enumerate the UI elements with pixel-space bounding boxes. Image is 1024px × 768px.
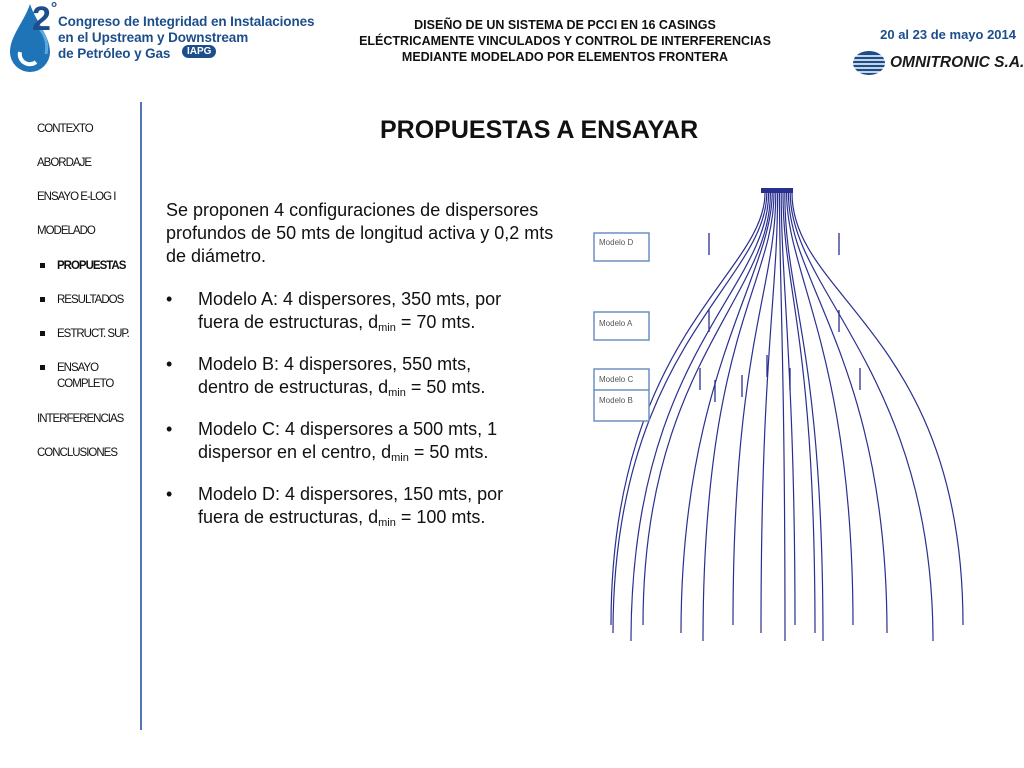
casing-line bbox=[790, 193, 933, 641]
model-d-line1: Modelo D: 4 dispersores, 150 mts, por bbox=[198, 484, 504, 504]
casing-line bbox=[792, 193, 963, 625]
casing-line bbox=[787, 193, 853, 625]
conference-line-2: en el Upstream y Downstream bbox=[58, 30, 249, 45]
model-a-text bbox=[198, 288, 561, 340]
model-b-label: Modelo B bbox=[599, 396, 633, 405]
casing-line bbox=[703, 193, 774, 641]
sponsor-name: OMNITRONIC S.A. bbox=[890, 54, 1024, 71]
nav-conclusiones[interactable]: CONCLUSIONES bbox=[37, 447, 118, 459]
wellhead-cluster bbox=[761, 188, 793, 193]
talk-title bbox=[322, 17, 808, 65]
nav-propuestas-label: PROPUESTAS bbox=[57, 260, 126, 272]
model-a-line1: Modelo A: 4 dispersores, 350 mts, por bbox=[198, 289, 502, 309]
model-d-label-box bbox=[594, 233, 649, 261]
casing-line bbox=[733, 193, 776, 625]
globe-icon bbox=[852, 50, 886, 76]
model-a-sub: min bbox=[378, 322, 396, 334]
talk-title-line-1: DISEÑO DE UN SISTEMA DE PCCI EN 16 CASINGS bbox=[414, 18, 716, 32]
model-a-label-box bbox=[594, 312, 649, 340]
nav-ensayo-elog[interactable]: ENSAYO E-LOG I bbox=[37, 191, 116, 203]
model-c-suffix: = 50 mts. bbox=[408, 442, 489, 462]
bullet-dot: • bbox=[166, 354, 173, 374]
conference-number: 2° bbox=[32, 0, 58, 38]
model-c-sub: min bbox=[391, 452, 409, 464]
conference-logo bbox=[6, 0, 315, 78]
model-b-line2: dentro de estructuras, d bbox=[198, 377, 389, 397]
conference-line-1: Congreso de Integridad en Instalaciones bbox=[58, 14, 315, 29]
nav-estruct-sup-label: ESTRUCT. SUP. bbox=[57, 328, 129, 340]
model-c-item bbox=[166, 418, 561, 470]
nav-modelado[interactable]: MODELADO bbox=[37, 225, 95, 237]
casing-line bbox=[681, 193, 772, 633]
model-a-suffix: = 70 mts. bbox=[395, 312, 476, 332]
nav-bullet bbox=[40, 365, 45, 370]
model-d-text bbox=[198, 483, 561, 535]
bullet-dot: • bbox=[166, 484, 173, 504]
nav-propuestas[interactable] bbox=[57, 258, 125, 274]
model-d-sub: min bbox=[378, 517, 396, 529]
page-title: PROPUESTAS A ENSAYAR bbox=[380, 116, 699, 144]
model-d-suffix: = 100 mts. bbox=[395, 507, 486, 527]
casing-line bbox=[643, 193, 770, 625]
model-a-line2: fuera de estructuras, d bbox=[198, 312, 379, 332]
model-b-sub: min bbox=[388, 387, 406, 399]
model-d-label: Modelo D bbox=[599, 238, 634, 247]
model-c-label: Modelo C bbox=[599, 375, 634, 384]
casings-diagram bbox=[585, 185, 985, 650]
bullet-dot: • bbox=[166, 289, 173, 309]
nav-resultados-label: RESULTADOS bbox=[57, 294, 124, 306]
nav-bullet bbox=[40, 297, 45, 302]
model-c-text bbox=[198, 418, 561, 470]
intro-text: Se proponen 4 configuraciones de dispersores profundos de 50 mts de longitud activa y 0,2 mts de diámetro. bbox=[166, 200, 554, 266]
nav-abordaje[interactable]: ABORDAJE bbox=[37, 157, 91, 169]
model-c-line1: Modelo C: 4 dispersores a 500 mts, 1 bbox=[198, 419, 498, 439]
talk-title-line-2: ELÉCTRICAMENTE VINCULADOS Y CONTROL DE INTERFERENCIAS bbox=[359, 34, 771, 48]
model-cb-label-box bbox=[594, 369, 649, 421]
model-d-item bbox=[166, 483, 561, 535]
casing-line bbox=[779, 193, 785, 641]
nav-completo-label: COMPLETO bbox=[57, 378, 114, 390]
nav-ensayo-label: ENSAYO bbox=[57, 362, 99, 374]
sponsor-logo bbox=[852, 50, 1024, 76]
model-b-item bbox=[166, 353, 561, 405]
model-a-item bbox=[166, 288, 561, 340]
slide-header bbox=[0, 0, 1024, 90]
casing-line bbox=[631, 193, 769, 641]
event-date: 20 al 23 de mayo 2014 bbox=[880, 27, 1016, 42]
talk-title-line-3: MEDIANTE MODELADO POR ELEMENTOS FRONTERA bbox=[401, 50, 729, 64]
conference-line-3: de Petróleo y Gas bbox=[58, 46, 171, 61]
nav-estruct-sup[interactable] bbox=[57, 326, 129, 342]
casing-line bbox=[788, 193, 887, 633]
model-b-suffix: = 50 mts. bbox=[405, 377, 486, 397]
model-a-label: Modelo A bbox=[599, 319, 633, 328]
nav-resultados[interactable] bbox=[57, 292, 123, 308]
iapg-badge: IAPG bbox=[182, 45, 216, 58]
nav-ensayo-completo[interactable] bbox=[57, 360, 113, 392]
nav-bullet bbox=[40, 331, 45, 336]
nav-bullet bbox=[40, 263, 45, 268]
model-c-line2: dispersor en el centro, d bbox=[198, 442, 392, 462]
nav-contexto[interactable]: CONTEXTO bbox=[37, 123, 93, 135]
casing-line bbox=[785, 193, 823, 641]
sidebar-divider bbox=[140, 102, 142, 730]
casing-curves bbox=[611, 193, 963, 641]
model-b-line1: Modelo B: 4 dispersores, 550 mts, bbox=[198, 354, 472, 374]
model-b-text bbox=[198, 353, 561, 405]
bullet-dot: • bbox=[166, 419, 173, 439]
casing-line bbox=[783, 193, 815, 633]
model-d-line2: fuera de estructuras, d bbox=[198, 507, 379, 527]
nav-interferencias[interactable]: INTERFERENCIAS bbox=[37, 413, 124, 425]
